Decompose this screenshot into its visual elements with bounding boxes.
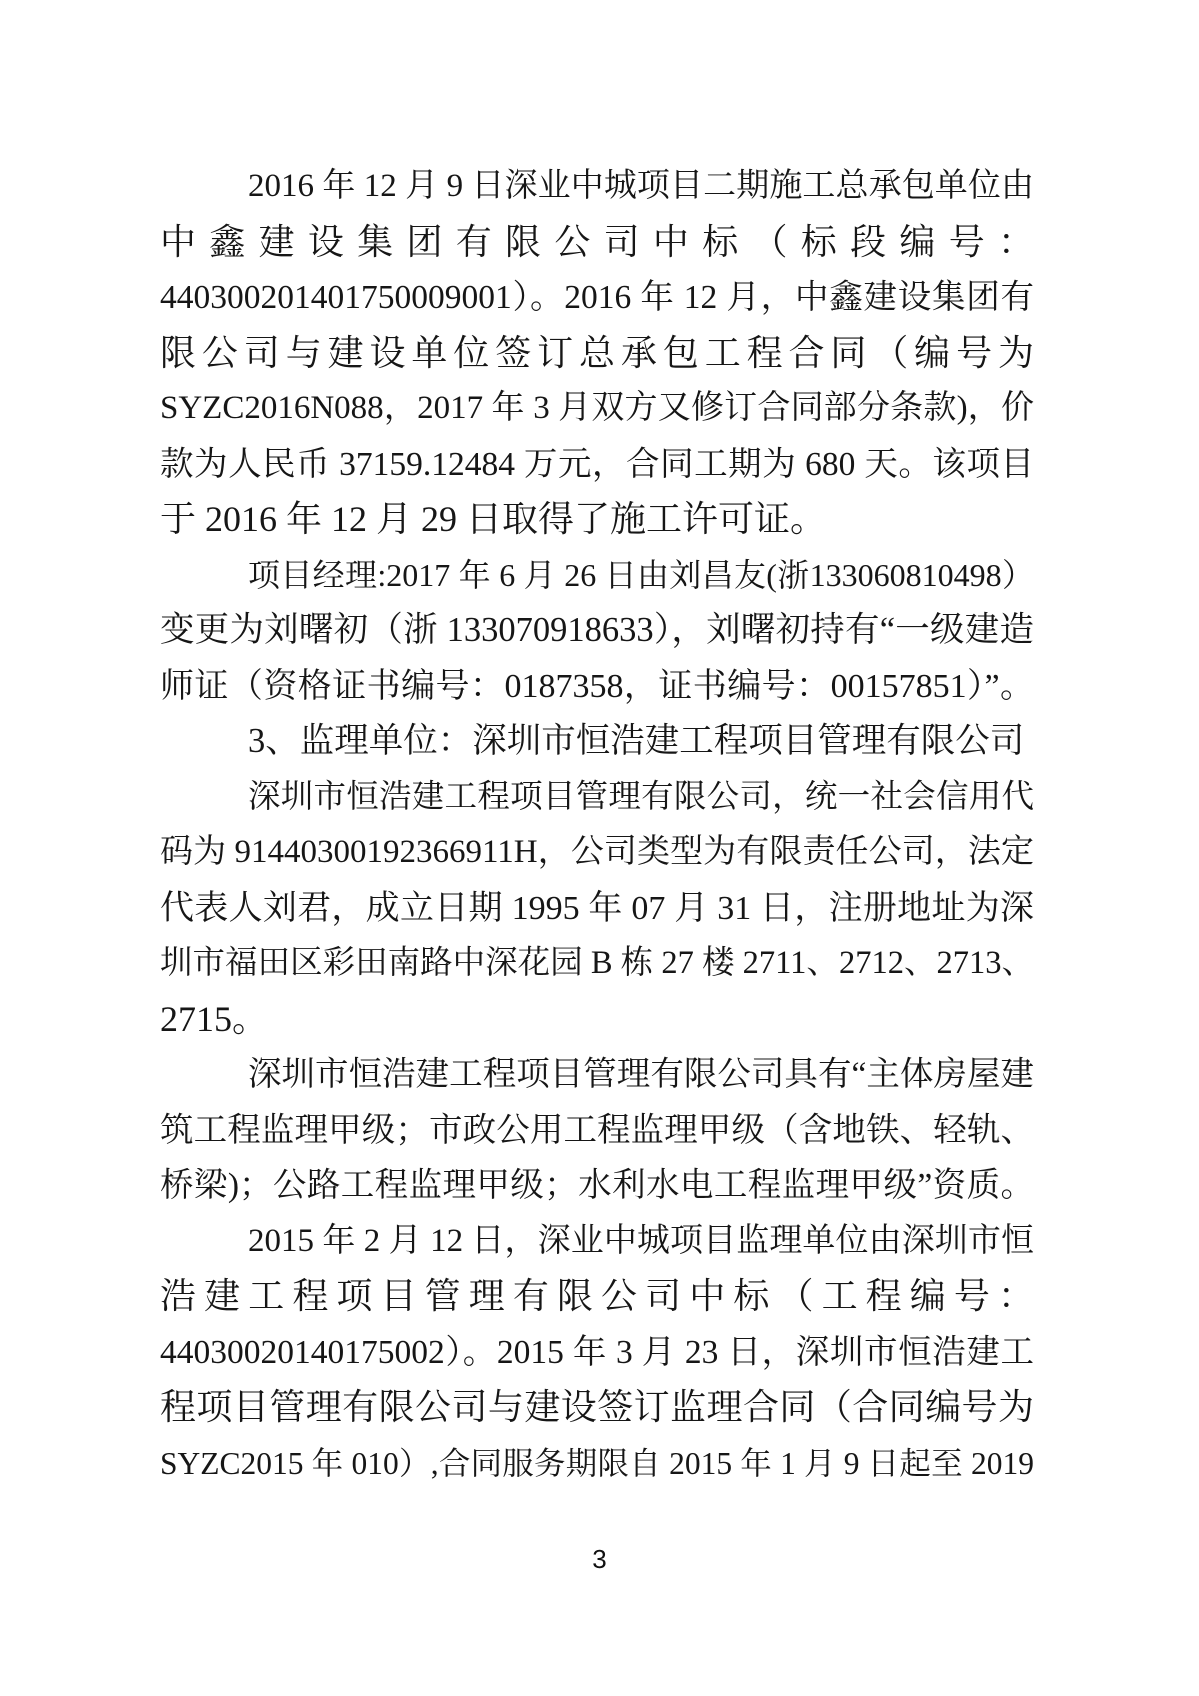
text-line: 限公司与建设单位签订总承包工程合同（编号为 (160, 332, 1034, 373)
text-line: 圳市福田区彩田南路中深花园 B 栋 27 楼 2711、2712、2713、 (160, 945, 1034, 981)
section-heading-line: 3、监理单位：深圳市恒浩建工程项目管理有限公司 (248, 722, 1025, 760)
text-line: 款为人民币 37159.12484 万元，合同工期为 680 天。该项目 (160, 445, 1034, 483)
text-line: 2016 年 12 月 9 日深业中城项目二期施工总承包单位由 (248, 168, 1034, 204)
text-line: 浩建工程项目管理有限公司中标（工程编号： (160, 1276, 1034, 1316)
text-line: 桥梁)；公路工程监理甲级；水利水电工程监理甲级”资质。 (160, 1167, 1034, 1204)
text-line: 于 2016 年 12 月 29 日取得了施工许可证。 (160, 499, 827, 539)
document-text-block (160, 159, 1034, 1491)
text-line: 中鑫建设集团有限公司中标（标段编号： (160, 221, 1034, 262)
text-line: 项目经理:2017 年 6 月 26 日由刘昌友(浙133060810498） (248, 556, 1034, 593)
text-line: 代表人刘君，成立日期 1995 年 07 月 31 日，注册地址为深 (160, 889, 1034, 927)
text-line: 深圳市恒浩建工程项目管理有限公司具有“主体房屋建 (248, 1056, 1034, 1093)
text-line: 2015 年 2 月 12 日，深业中城项目监理单位由深圳市恒 (248, 1222, 1034, 1259)
text-line: 44030020140175002）。2015 年 3 月 23 日，深圳市恒浩建工 (160, 1333, 1034, 1371)
text-line: 程项目管理有限公司与建设签订监理合同（合同编号为 (160, 1387, 1034, 1427)
text-line: 师证（资格证书编号：0187358，证书编号：00157851）”。 (160, 667, 1034, 705)
text-line: 2715。 (160, 998, 269, 1039)
text-line: SYZC2016N088，2017 年 3 月双方又修订合同部分条款)，价 (160, 390, 1034, 426)
text-line: 变更为刘曙初（浙 133070918633），刘曙初持有“一级建造 (160, 611, 1034, 649)
text-line: 440300201401750009001）。2016 年 12 月，中鑫建设集团有 (160, 279, 1034, 316)
page-number: 3 (592, 1544, 607, 1574)
text-line: 深圳市恒浩建工程项目管理有限公司，统一社会信用代 (248, 778, 1034, 815)
text-line: 码为 91440300192366911H，公司类型为有限责任公司，法定 (160, 834, 1034, 870)
text-line: SYZC2015 年 010）,合同服务期限自 2015 年 1 月 9 日起至 2019 (160, 1445, 1034, 1481)
text-line: 筑工程监理甲级；市政公用工程监理甲级（含地铁、轻轨、 (160, 1111, 1034, 1149)
